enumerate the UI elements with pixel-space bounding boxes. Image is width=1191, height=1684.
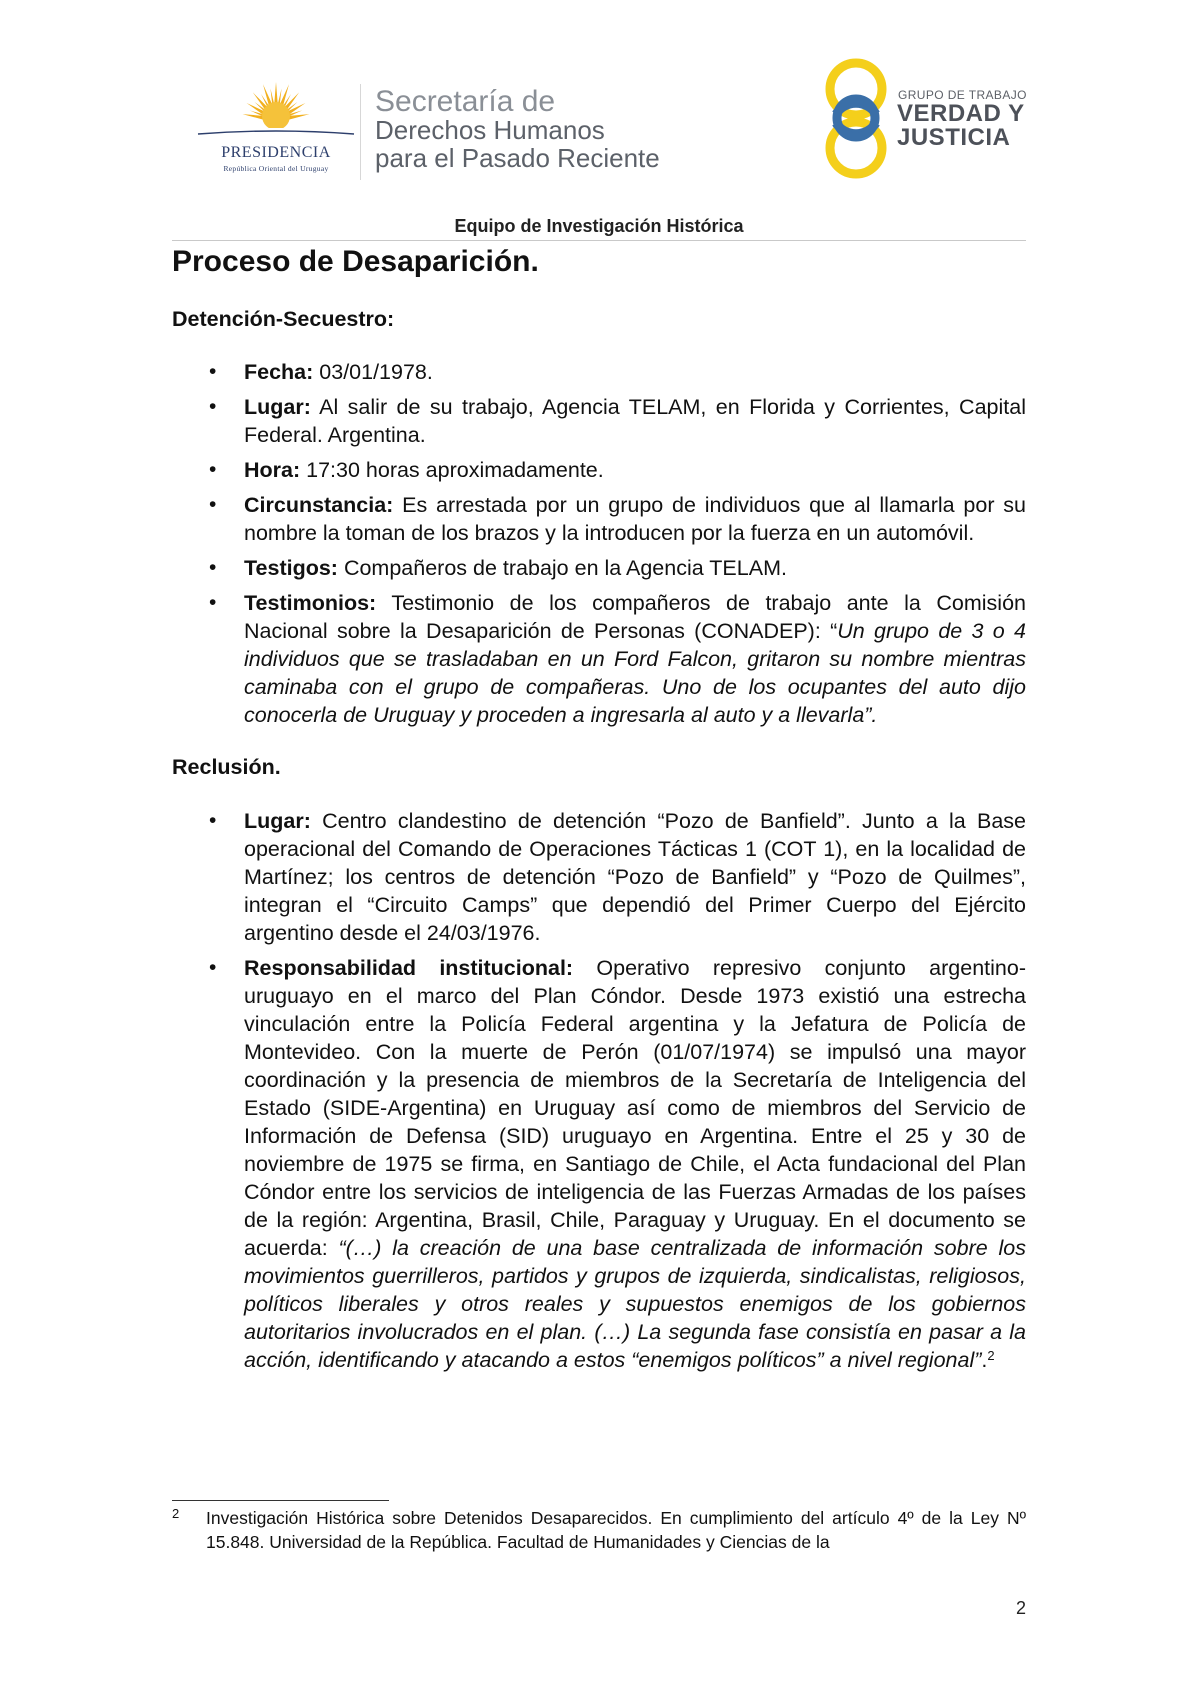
header-divider [360,84,361,180]
page-title: Proceso de Desaparición. [172,245,539,278]
item-label: Testimonios: [244,591,377,615]
item-text: Es arrestada por un grupo de individuos que al llamarla por su nombre la toman de los brazos y la introducen por la fuerza en un automóvil. [244,493,1026,545]
header-rule [172,240,1026,241]
secretaria-line-2: Derechos Humanos [375,115,605,145]
section-heading-reclusion: Reclusión. [172,755,281,779]
gtvj-subtitle: GRUPO DE TRABAJO [898,88,1027,102]
item-text: 17:30 horas aproximadamente. [300,458,604,482]
item-text: Testimonio de los compañeros de trabajo ante la Comisión Nacional sobre la Desaparición de Personas (CONADEP): “ [244,591,1026,643]
item-label: Testigos: [244,556,338,580]
footnote-mark: 2 [172,1506,180,1521]
item-label: Lugar: [244,809,311,833]
page-number: 2 [1016,1598,1027,1618]
section-heading-detention: Detención-Secuestro: [172,307,395,331]
list-item [172,589,1026,729]
item-text: 03/01/1978. [313,360,433,384]
item-text: Al salir de su trabajo, Agencia TELAM, en Florida y Corrientes, Capital Federal. Argentina. [244,395,1026,447]
item-label: Lugar: [244,395,311,419]
bullet-icon: • [209,956,217,979]
item-label: Fecha: [244,360,314,384]
list-item [172,554,1026,582]
item-label: Responsabilidad institucional: [244,956,574,980]
page-header [0,0,1191,200]
list-item [172,807,1026,947]
bullet-icon: • [209,591,217,614]
list-item [172,358,1026,386]
sun-icon [196,78,356,148]
testimony-quote: Un grupo de 3 o 4 individuos que se trasladaban en un Ford Falcon, gritaron su nombre mientras caminaba con el grupo de compañeras. Uno de los ocupantes del auto dijo conocerla de Uruguay y proceden a ingresarla al auto y a llevarla”. [244,619,1026,727]
list-item [172,393,1026,449]
secretaria-line-3: para el Pasado Reciente [375,143,660,173]
detention-list [172,358,1026,729]
footnote-text: Investigación Histórica sobre Detenidos Desaparecidos. En cumplimiento del artículo 4º de la Ley Nº 15.848. Universidad de la República. Facultad de Humanidades y Ciencias de la [206,1508,1026,1552]
secretaria-line-1: Secretaría de [375,85,556,118]
item-label: Circunstancia: [244,493,394,517]
plan-condor-quote: “(…) la creación de una base centralizada de información sobre los movimientos guerrilleros, partidos y grupos de izquierda, sindicalistas, religiosos, políticos liberales y otros reales y supuestos enemigos de los gobiernos autoritarios involucrados en el plan. (…) La segunda fase consistía en pasar a la acción, identificando y atacando a estos “enemigos políticos” a nivel regional” [244,1236,1026,1372]
list-item [172,491,1026,547]
bullet-icon: • [209,395,217,418]
presidencia-subtitle: República Oriental del Uruguay [223,164,329,173]
list-item [172,954,1026,1374]
verdad-justicia-logo [822,56,1042,181]
item-label: Hora: [244,458,301,482]
gtvj-title-2: JUSTICIA [897,124,1011,151]
bullet-icon: • [209,458,217,481]
bullet-icon: • [209,493,217,516]
item-text-end: . [981,1348,988,1372]
footnote-ref[interactable]: 2 [987,1348,995,1363]
team-line: Equipo de Investigación Histórica [454,216,744,236]
bullet-icon: • [209,809,217,832]
item-text: Centro clandestino de detención “Pozo de Banfield”. Junto a la Base operacional del Comando de Operaciones Tácticas 1 (COT 1), en la localidad de Martínez; los centros de detención “Pozo de Banfield” y “Pozo de Quilmes”, integran el “Circuito Camps” que dependió del Primer Cuerpo del Ejército argentino desde el 24/03/1976. [244,809,1026,945]
item-text: Operativo represivo conjunto argentino-uruguayo en el marco del Plan Cóndor. Desde 1973 existió una estrecha vinculación entre la Policía Federal argentina y la Jefatura de Policía de Montevideo. Con la muerte de Perón (01/07/1974) se impulsó una mayor coordinación y la presencia de miembros de la Secretaría de Inteligencia del Estado (SIDE-Argentina) en Uruguay así como de miembros del Servicio de Información de Defensa (SID) uruguayo en Argentina. Entre el 25 y 30 de noviembre de 1975 se firma, en Santiago de Chile, el Acta fundacional del Plan Cóndor entre los servicios de inteligencia de las Fuerzas Armadas de los países de la región: Argentina, Brasil, Chile, Paraguay y Uruguay. En el documento se acuerda: [244,956,1026,1260]
reclusion-list [172,807,1026,1374]
gtvj-title-1: VERDAD Y [897,100,1025,127]
rings-icon [822,56,902,181]
bullet-icon: • [209,360,217,383]
document-body [172,244,1026,1381]
item-text: Compañeros de trabajo en la Agencia TELAM. [337,556,787,580]
secretaria-logo-text [375,85,660,173]
list-item [172,456,1026,484]
presidencia-name: PRESIDENCIA [221,144,331,161]
bullet-icon: • [209,556,217,579]
footnote-rule [172,1500,389,1501]
presidencia-logo [196,78,356,178]
